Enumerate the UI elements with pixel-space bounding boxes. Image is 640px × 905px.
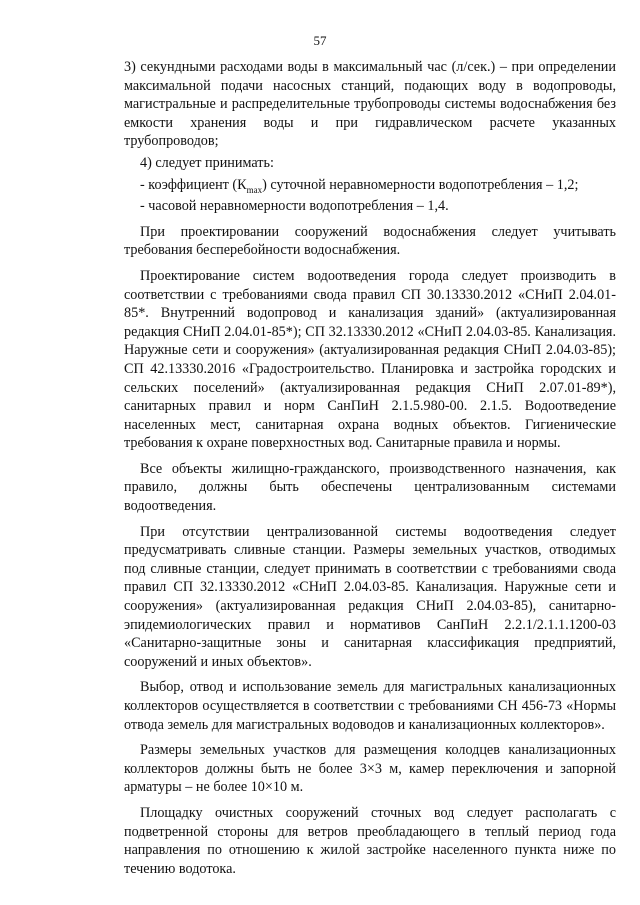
paragraph-hourly-coefficient: - часовой неравномерности водопотребления – 1,4.: [140, 198, 449, 215]
paragraph-centralized-sewerage: Все объекты жилищно-гражданского, производственного назначения, как правило, должны быть обеспечены централизованным системами водоотведения.: [124, 460, 616, 515]
paragraph-drain-stations: При отсутствии централизованной системы водоотведения следует предусматривать сливные станции. Размеры земельных участков, отводимых под сливные станции, следует принимать в соответствии с требованиями свода правил СП 32.13330.2012 «СНиП 2.04.03-85. Канализация. Наружные сети и сооружения» (актуализированная редакция СНиП 2.04.03-85), санитарно-эпидемиологических правил и нормативов СанПиН 2.2.1/2.1.1.1200-03 «Санитарно-защитные зоны и санитарная классификация предприятий, сооружений и иных объектов».: [124, 523, 616, 670]
coef-subscript: max: [246, 184, 263, 195]
paragraph-daily-coefficient: [124, 176, 616, 195]
page-body: [124, 58, 616, 881]
paragraph-plot-sizes: Размеры земельных участков для размещения колодцев канализационных коллекторов должны быть не более 3×3 м, камер переключения и запорной арматуры – не более 10×10 м.: [124, 742, 616, 796]
page-number: 57: [313, 33, 327, 48]
paragraph-sewerage-design: Проектирование систем водоотведения города следует производить в соответствии с требованиями свода правил СП 30.13330.2012 «СНиП 2.04.01-85*. Внутренний водопровод и канализация зданий» (актуализированная редакция СНиП 2.04.01-85*); СП 32.13330.2012 «СНиП 2.04.03-85. Канализация. Наружные сети и сооружения» (актуализированная редакция СНиП 2.04.03-85); СП 42.13330.2016 «Градостроительство. Планировка и застройка городских и сельских поселений» (актуализированная редакция СНиП 2.07.01-89*), санитарных правил и норм СанПиН 2.1.5.980-00. 2.1.5. Водоотведение населенных мест, санитарная охрана водных объектов. Гигиенические требования к охране поверхностных вод. Санитарные правила и нормы.: [124, 267, 616, 452]
coef-text-before: - коэффициент (К: [140, 176, 247, 193]
paragraph-hourly-flow: 3) секундными расходами воды в максимальный час (л/сек.) – при определении максимальной подачи насосных станций, подающих воду в водопроводы, магистральные и распределительные трубопроводы системы водоснабжения без емкости хранения воды и при гидравлическом расчете указанных трубопроводов;: [124, 59, 616, 150]
paragraph-treatment-site: Площадку очистных сооружений сточных вод следует располагать с подветренной стороны для ветров преобладающего в теплый период года направления по отношению к жилой застройке населенного пункта ниже по течению водотока.: [124, 804, 616, 877]
paragraph-should-take: 4) следует принимать:: [140, 154, 274, 171]
coef-text-after: ) суточной неравномерности водопотребления – 1,2;: [262, 176, 579, 193]
paragraph-land-allocation: Выбор, отвод и использование земель для магистральных канализационных коллекторов осуществляется в соответствии с требованиями СН 456-73 «Нормы отвода земель для магистральных водоводов и канализационных коллекторов».: [124, 679, 616, 733]
paragraph-water-supply-reliability: При проектировании сооружений водоснабжения следует учитывать требования бесперебойности водоснабжения.: [124, 223, 616, 259]
